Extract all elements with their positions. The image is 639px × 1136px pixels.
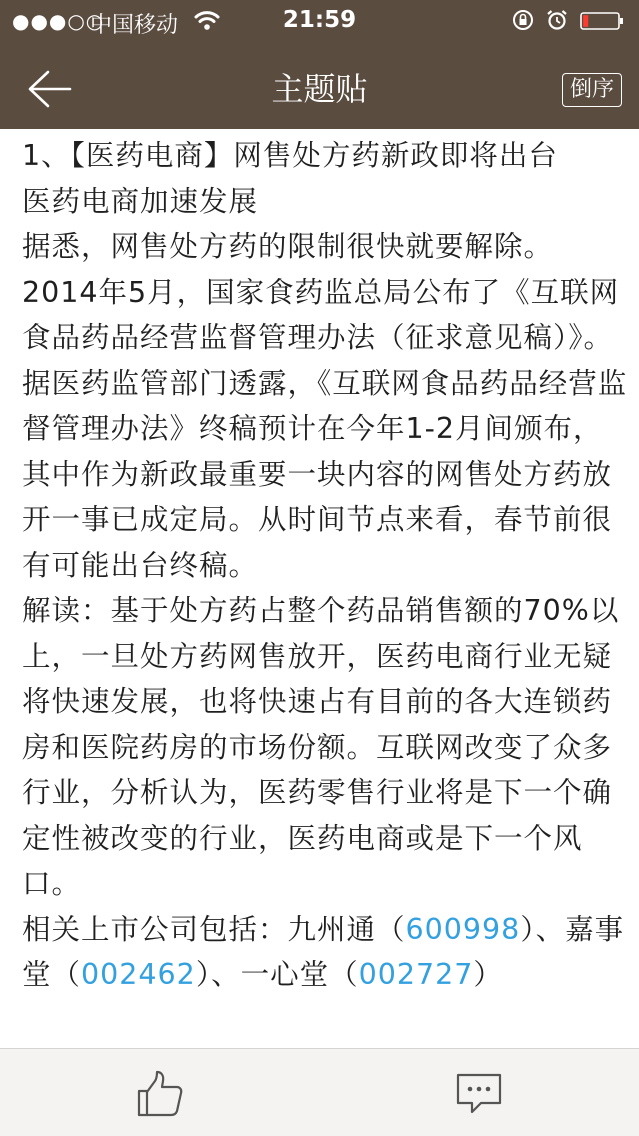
post-paragraph-news: 据悉，网售处方药的限制很快就要解除。2014年5月，国家食药监总局公布了《互联网食品药品经营监督管理办法（征求意见稿）》。据医药监管部门透露，《互联网食品药品经营监督管理办法》终稿预计在今年1-2月间颁布，其中作为新政最重要一块内容的网售处方药放开一事已成定局。从时间节点来看，春节前很有可能出台终稿。 bbox=[22, 230, 628, 582]
companies-text: ）、一心堂（ bbox=[195, 958, 359, 991]
status-time: 21:59 bbox=[282, 7, 357, 33]
page-title: 主题贴 bbox=[271, 70, 368, 108]
status-bar bbox=[0, 0, 639, 42]
nav-bar bbox=[0, 42, 639, 129]
post-title-line-2: 医药电商加速发展 bbox=[22, 184, 259, 218]
post-title-line-1: 1、【医药电商】网售处方药新政即将出台 bbox=[22, 139, 558, 172]
carrier-name: 中国移动 bbox=[90, 13, 179, 38]
reverse-order-button[interactable]: 倒序 bbox=[562, 73, 622, 107]
stock-link-jiuzhoutong[interactable]: 600998 bbox=[405, 912, 521, 946]
companies-text: 相关上市公司包括：九州通（ bbox=[22, 912, 406, 946]
battery-icon bbox=[580, 12, 624, 30]
post-paragraph-analysis: 解读：基于处方药占整个药品销售额的70%以上，一旦处方药网售放开，医药电商行业无疑将快速发展，也将快速占有目前的各大连锁药房和医院药房的市场份额。互联网改变了众多行业，分析认为，医药零售行业将是下一个确定性被改变的行业，医药电商或是下一个风口。 bbox=[22, 594, 620, 900]
thumbs-up-icon[interactable] bbox=[135, 1069, 185, 1119]
stock-link-jiashitang[interactable]: 002462 bbox=[81, 958, 196, 991]
bottom-toolbar bbox=[0, 1048, 639, 1136]
post-content bbox=[22, 133, 628, 998]
companies-text: ） bbox=[473, 958, 503, 991]
signal-strength-indicator: ●●●○○ bbox=[12, 9, 105, 33]
rotation-lock-icon bbox=[512, 9, 534, 31]
app-header bbox=[0, 0, 639, 129]
stock-link-yixintang[interactable]: 002727 bbox=[358, 958, 474, 991]
comment-bubble-icon[interactable] bbox=[455, 1071, 503, 1117]
companies-text: ）、嘉事堂（ bbox=[22, 912, 625, 991]
post-paragraph-companies bbox=[22, 907, 628, 998]
alarm-clock-icon bbox=[546, 9, 568, 31]
